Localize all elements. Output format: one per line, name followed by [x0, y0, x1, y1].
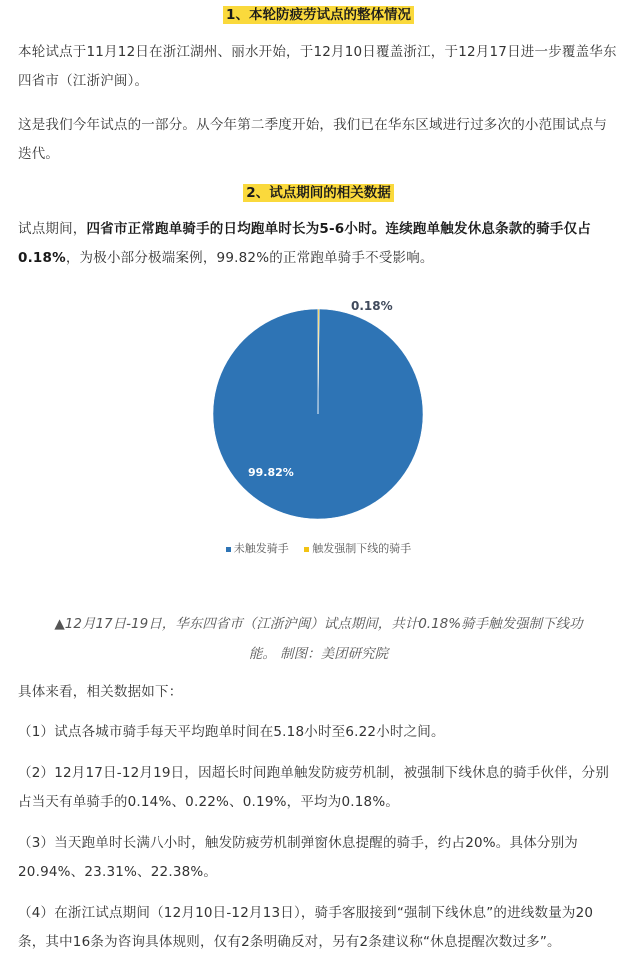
section-2-para-bold: 四省市正常跑单骑手的日均跑单时长为5-6小时。连续跑单触发休息条款的骑手仅占0.18% — [18, 221, 591, 266]
caption-line-1: ▲12月17日-19日，华东四省市（江浙沪闽）试点期间，共计0.18%骑手触发强制下线功 — [54, 616, 583, 632]
section-2-heading — [0, 183, 637, 203]
details-item-1: （1）试点各城市骑手每天平均跑单时间在5.18小时至6.22小时之间。 — [18, 724, 445, 740]
caption-line-2: 能。 制图：美团研究院 — [248, 646, 389, 662]
section-2-heading-text: 2、试点期间的相关数据 — [243, 184, 393, 202]
legend-swatch-untriggered — [226, 547, 231, 552]
section-1-para-2: 这是我们今年试点的一部分。从今年第二季度开始，我们已在华东区域进行过多次的小范围试点与迭代。 — [18, 117, 608, 162]
legend-label-untriggered: 未触发骑手 — [233, 542, 289, 555]
pie-label-untriggered: 99.82% — [248, 466, 294, 479]
section-1-heading — [0, 5, 637, 25]
section-2-para — [18, 215, 620, 273]
pie-chart-svg — [0, 290, 637, 535]
chart-legend — [0, 540, 637, 556]
section-1-heading-text: 1、本轮防疲劳试点的整体情况 — [223, 6, 414, 24]
chart-caption — [20, 609, 617, 669]
legend-item-untriggered — [226, 540, 289, 556]
details-item-3: （3）当天跑单时长满八小时，触发防疲劳机制弹窗休息提醒的骑手，约占20%。具体分别为20.94%、23.31%、22.38%。 — [18, 835, 578, 880]
legend-item-triggered — [304, 540, 411, 556]
pie-label-triggered: 0.18% — [351, 299, 393, 313]
details-item-4: （4）在浙江试点期间（12月10日-12月13日），骑手客服接到“强制下线休息”的进线数量为20条，其中16条为咨询具体规则，仅有2条明确反对，另有2条建议称“休息提醒次数过多”。 — [18, 905, 594, 950]
pie-chart — [0, 290, 637, 570]
details-item-2: （2）12月17日-12月19日，因超长时间跑单触发防疲劳机制，被强制下线休息的骑手伙伴，分别占当天有单骑手的0.14%、0.22%、0.19%，平均为0.18%。 — [18, 765, 610, 810]
section-2-para-suffix: ，为极小部分极端案例，99.82%的正常跑单骑手不受影响。 — [65, 250, 434, 266]
legend-swatch-triggered — [304, 547, 309, 552]
legend-label-triggered: 触发强制下线的骑手 — [312, 542, 412, 555]
section-1-para-1: 本轮试点于11月12日在浙江湖州、丽水开始，于12月10日覆盖浙江，于12月17日进一步覆盖华东四省市（江浙沪闽）。 — [18, 44, 617, 89]
section-2-para-prefix: 试点期间， — [18, 221, 87, 237]
details-intro: 具体来看，相关数据如下： — [18, 684, 183, 700]
